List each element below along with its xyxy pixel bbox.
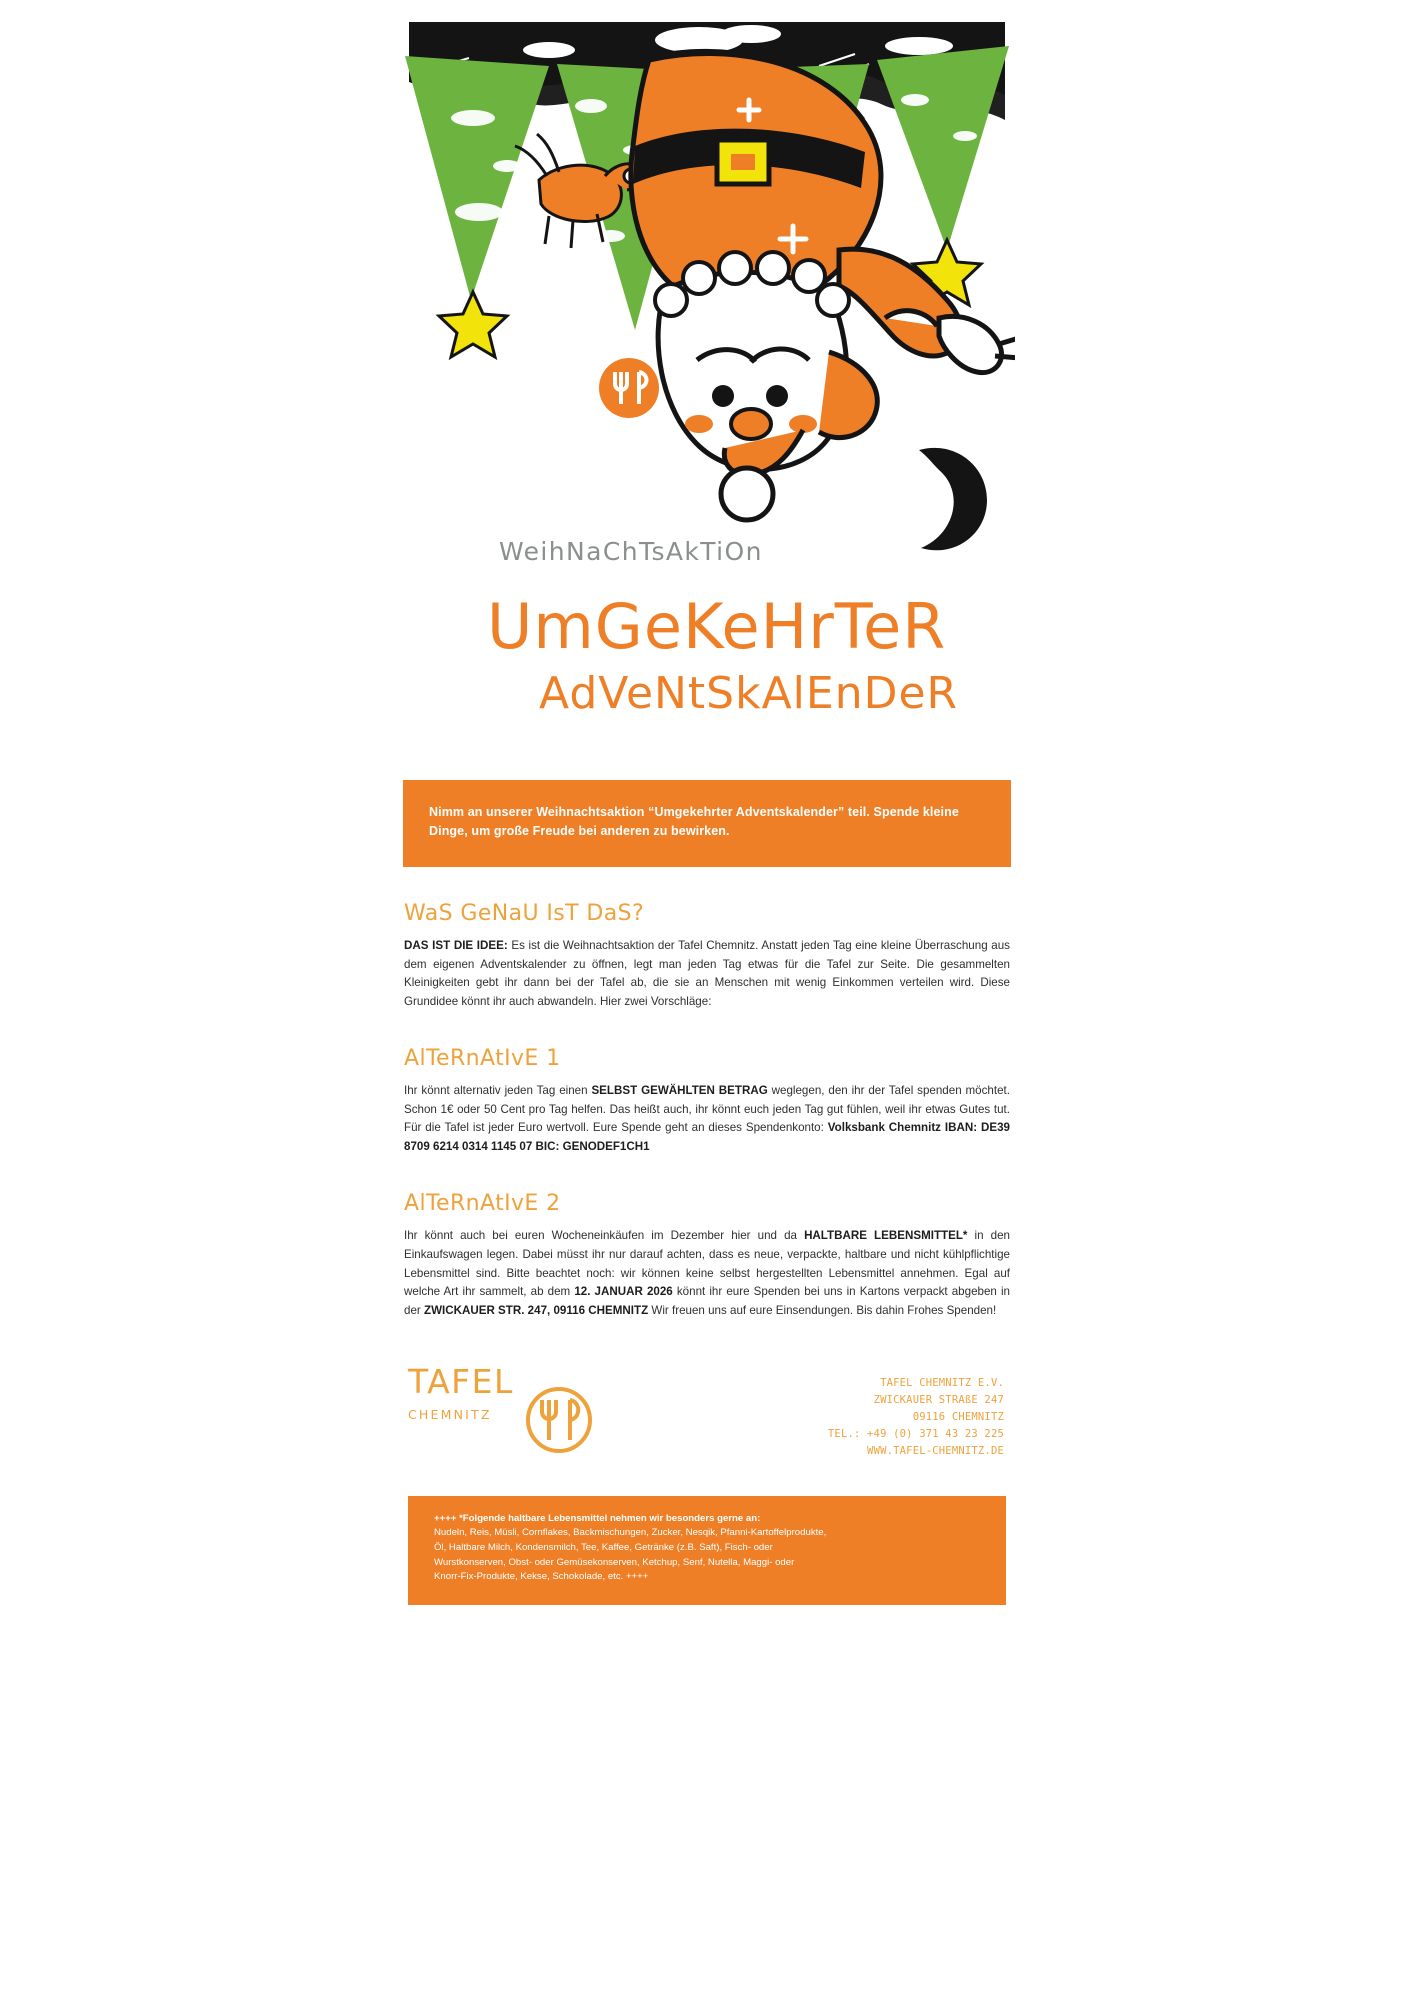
- section-heading-alt2: AlTeRnAtIvE 2: [404, 1191, 561, 1216]
- flyer: [399, 0, 1015, 1605]
- callout-text: Nimm an unserer Weihnachtsaktion “Umgekehrter Adventskalender” teil. Spende kleine Dinge, um große Freude bei anderen zu bewirken.: [429, 805, 959, 839]
- tafel-mark-icon: [599, 358, 659, 418]
- lead-body: Es ist die Weihnachtsaktion der Tafel Chemnitz. Anstatt jeden Tag eine kleine Überraschung aus dem eigenen Adventskalender zu öffnen, legt man jeden Tag etwas für die Tafel zur Seite. Die gesammelten Kleinigkeiten gebt ihr dann bei der Tafel ab, die sie an Menschen mit wenig Einkommen verteilen wird. Diese Grundidee könnt ihr auch abwandeln. Hier zwei Vorschläge:: [404, 938, 1010, 1009]
- poster-title-line1: UmGeKeHrTeR: [487, 590, 947, 663]
- fork-and-spoon-in-circle-icon: [526, 1387, 592, 1458]
- hero-illustration: [399, 0, 1015, 770]
- section-heading-what: WaS GeNaU IsT DaS?: [404, 900, 645, 926]
- logo-city: CHEMNITZ: [408, 1406, 492, 1422]
- footer-line-1: Nudeln, Reis, Müsli, Cornflakes, Backmischungen, Zucker, Nesqik, Pfanni-Kartoffelprodukte,: [434, 1527, 827, 1539]
- section-text-alt1: [404, 1082, 1010, 1157]
- alt1-part2: weglegen, den ihr der Tafel spenden möchtet. Schon 1€ oder 50 Cent pro Tag helfen. Das heißt auch, ihr könnt euch jeden Tag gut fühlen, weil ihr etwas Gutes tut. Für die Tafel ist jeder Euro wertvoll. Eure Spende geht an dieses Spendenkonto:: [404, 1083, 1010, 1135]
- callout-banner: [403, 780, 1011, 867]
- content-body: [399, 901, 1015, 1605]
- alt2-part4: Wir freuen uns auf eure Einsendungen. Bis dahin Frohes Spenden!: [648, 1304, 997, 1318]
- alt2-part1: Ihr könnt auch bei euren Wocheneinkäufen im Dezember hier und da: [404, 1229, 805, 1242]
- footer-line-3: Wurstkonserven, Obst- oder Gemüsekonserven, Ketchup, Senf, Nutella, Maggi- oder: [434, 1556, 795, 1568]
- alt2-bold-date: 12. JANUAR 2026: [574, 1285, 673, 1299]
- poster-title-line2: AdVeNtSkAlEnDeR: [539, 668, 959, 719]
- logo-address-row: [408, 1361, 1004, 1460]
- footer-food-list: [408, 1496, 1006, 1605]
- footer-line-4: Knorr-Fix-Produkte, Kekse, Schokolade, etc. ++++: [434, 1571, 649, 1583]
- alt1-bank-details: Volksbank Chemnitz IBAN: DE39 8709 6214 0314 1145 07 BIC: GENODEF1CH1: [404, 1121, 1010, 1154]
- section-text-alt2: [404, 1227, 1010, 1321]
- moon-icon: [919, 448, 987, 550]
- section-text-what: [404, 937, 1010, 1012]
- santa-face-icon: [655, 252, 877, 520]
- poster-kicker: WeihNaChTsAkTiOn: [499, 537, 763, 566]
- organization-address: [828, 1365, 1004, 1460]
- tafel-logo: [408, 1361, 608, 1422]
- alt2-bold-address: ZWICKAUER STR. 247, 09116 CHEMNITZ: [423, 1304, 649, 1318]
- logo-wordmark: TAFEL: [408, 1361, 514, 1401]
- address-line-3: 09116 CHEMNITZ: [912, 1410, 1004, 1423]
- alt2-part3: könnt ihr eure Spenden bei uns in Kartons verpackt abgeben in der: [404, 1285, 1011, 1318]
- alt2-bold-food: HALTBARE LEBENSMITTEL*: [804, 1229, 968, 1242]
- footer-line-2: Öl, Haltbare Milch, Kondensmilch, Tee, Kaffee, Getränke (z.B. Saft), Fisch- oder: [434, 1542, 773, 1554]
- address-website[interactable]: WWW.TAFEL-CHEMNITZ.DE: [867, 1444, 1004, 1457]
- alt1-part1: Ihr könnt alternativ jeden Tag einen: [404, 1083, 592, 1097]
- santa-bunting-illustration: [399, 0, 1015, 770]
- section-heading-alt1: AlTeRnAtIvE 1: [404, 1045, 561, 1071]
- lead-label: DAS IST DIE IDEE:: [404, 938, 508, 952]
- address-line-2: ZWICKAUER STRAßE 247: [873, 1393, 1004, 1406]
- address-line-1: TAFEL CHEMNITZ E.V.: [880, 1376, 1004, 1389]
- alt1-bold-amount: SELBST GEWÄHLTEN BETRAG: [591, 1083, 768, 1097]
- footer-title: ++++ *Folgende haltbare Lebensmittel nehmen wir besonders gerne an:: [434, 1512, 761, 1524]
- address-phone: TEL.: +49 (0) 371 43 23 225: [827, 1427, 1004, 1440]
- alt2-part2: in den Einkaufswagen legen. Dabei müsst ihr nur darauf achten, dass es neue, verpackte, haltbare und nicht kühlpflichtige Lebensmittel sind. Bitte beachtet noch: wir können keine selbst hergestellten Lebensmittel annehmen. Egal auf welche Art ihr sammelt, ab dem: [404, 1229, 1011, 1299]
